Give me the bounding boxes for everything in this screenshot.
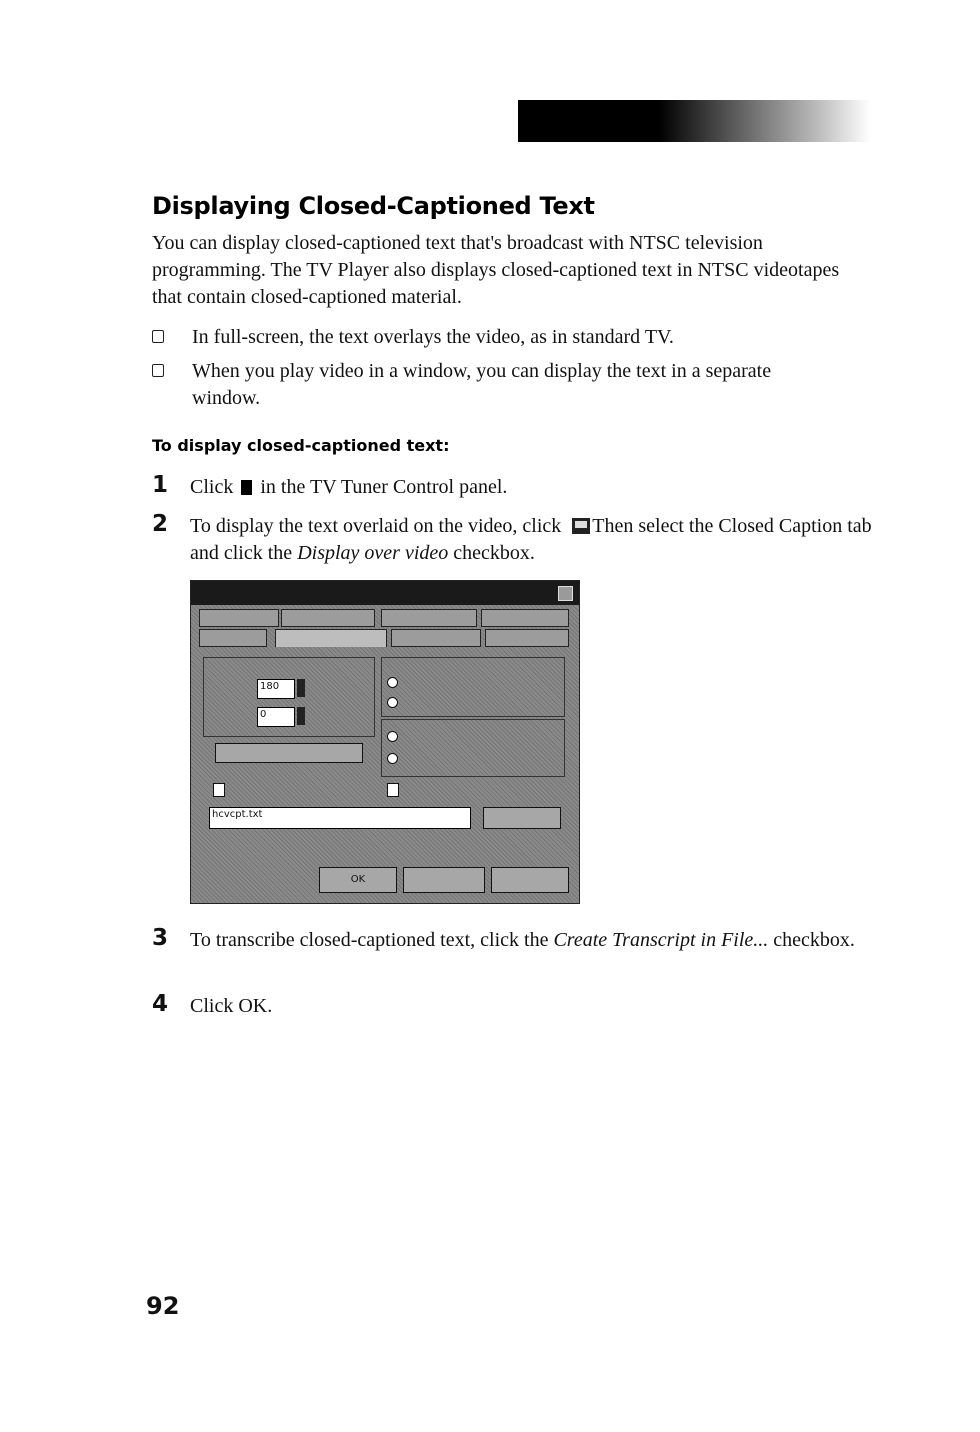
step-number: 2 (152, 511, 169, 537)
step-italic-text: Display over video (297, 542, 449, 564)
bullet-text: When you play video in a window, you can display the text in a separate window. (192, 360, 772, 409)
close-icon (558, 586, 573, 601)
chapter-header-bar (518, 100, 870, 142)
step-text: Click OK. (190, 995, 273, 1017)
create-transcript-checkbox (213, 783, 225, 797)
dialog-title-bar (191, 581, 579, 605)
tv-setup-icon (572, 518, 590, 534)
size-field: 180 (257, 679, 295, 699)
radio-icon (387, 731, 398, 742)
tab (485, 629, 569, 647)
bullet-text: In full-screen, the text overlays the video, as in standard TV. (192, 326, 674, 348)
delay-field: 0 (257, 707, 295, 727)
tab (199, 629, 267, 647)
intro-paragraph: You can display closed-captioned text that's broadcast with NTSC television programming. The TV Player also displays closed-captioned text in NTSC videotapes that contain closed-captioned material. (152, 232, 840, 308)
step-number: 1 (152, 472, 169, 498)
step-italic-text: Create Transcript in File... (553, 929, 769, 951)
radio-icon (387, 677, 398, 688)
step-text: Then select the Closed Caption tab and click the (190, 515, 872, 564)
section-heading: Displaying Closed-Captioned Text (152, 192, 595, 220)
procedure-heading: To display closed-captioned text: (152, 436, 450, 455)
checkbox-icon (387, 783, 399, 797)
checkbox-bullet-icon (152, 330, 164, 343)
tab (281, 609, 375, 627)
spin-arrows-icon (297, 707, 305, 725)
step-text: checkbox. (453, 542, 535, 564)
step-text: To transcribe closed-captioned text, click the (190, 929, 549, 951)
style-group (381, 719, 565, 777)
ok-button: OK (319, 867, 397, 893)
tab (381, 609, 477, 627)
tab (391, 629, 481, 647)
tab (481, 609, 569, 627)
step-number: 3 (152, 925, 169, 951)
tv-setup-dialog-screenshot (190, 580, 580, 904)
tab-closed-caption (275, 629, 387, 647)
cancel-button (403, 867, 485, 893)
placement-group (381, 657, 565, 717)
settings-button-icon (241, 480, 252, 495)
select-font-button (215, 743, 363, 763)
radio-icon (387, 753, 398, 764)
transcript-file-field: hcvcpt.txt (209, 807, 471, 829)
radio-icon (387, 697, 398, 708)
tab (199, 609, 279, 627)
page-number: 92 (146, 1292, 180, 1320)
browse-button (483, 807, 561, 829)
step-number: 4 (152, 991, 169, 1017)
step-text: checkbox. (773, 929, 855, 951)
spin-arrows-icon (297, 679, 305, 697)
step-text: Click (190, 476, 234, 498)
step-text: To display the text overlaid on the video, click (190, 515, 562, 537)
checkbox-bullet-icon (152, 364, 164, 377)
help-button (491, 867, 569, 893)
step-text: in the TV Tuner Control panel. (260, 476, 508, 498)
